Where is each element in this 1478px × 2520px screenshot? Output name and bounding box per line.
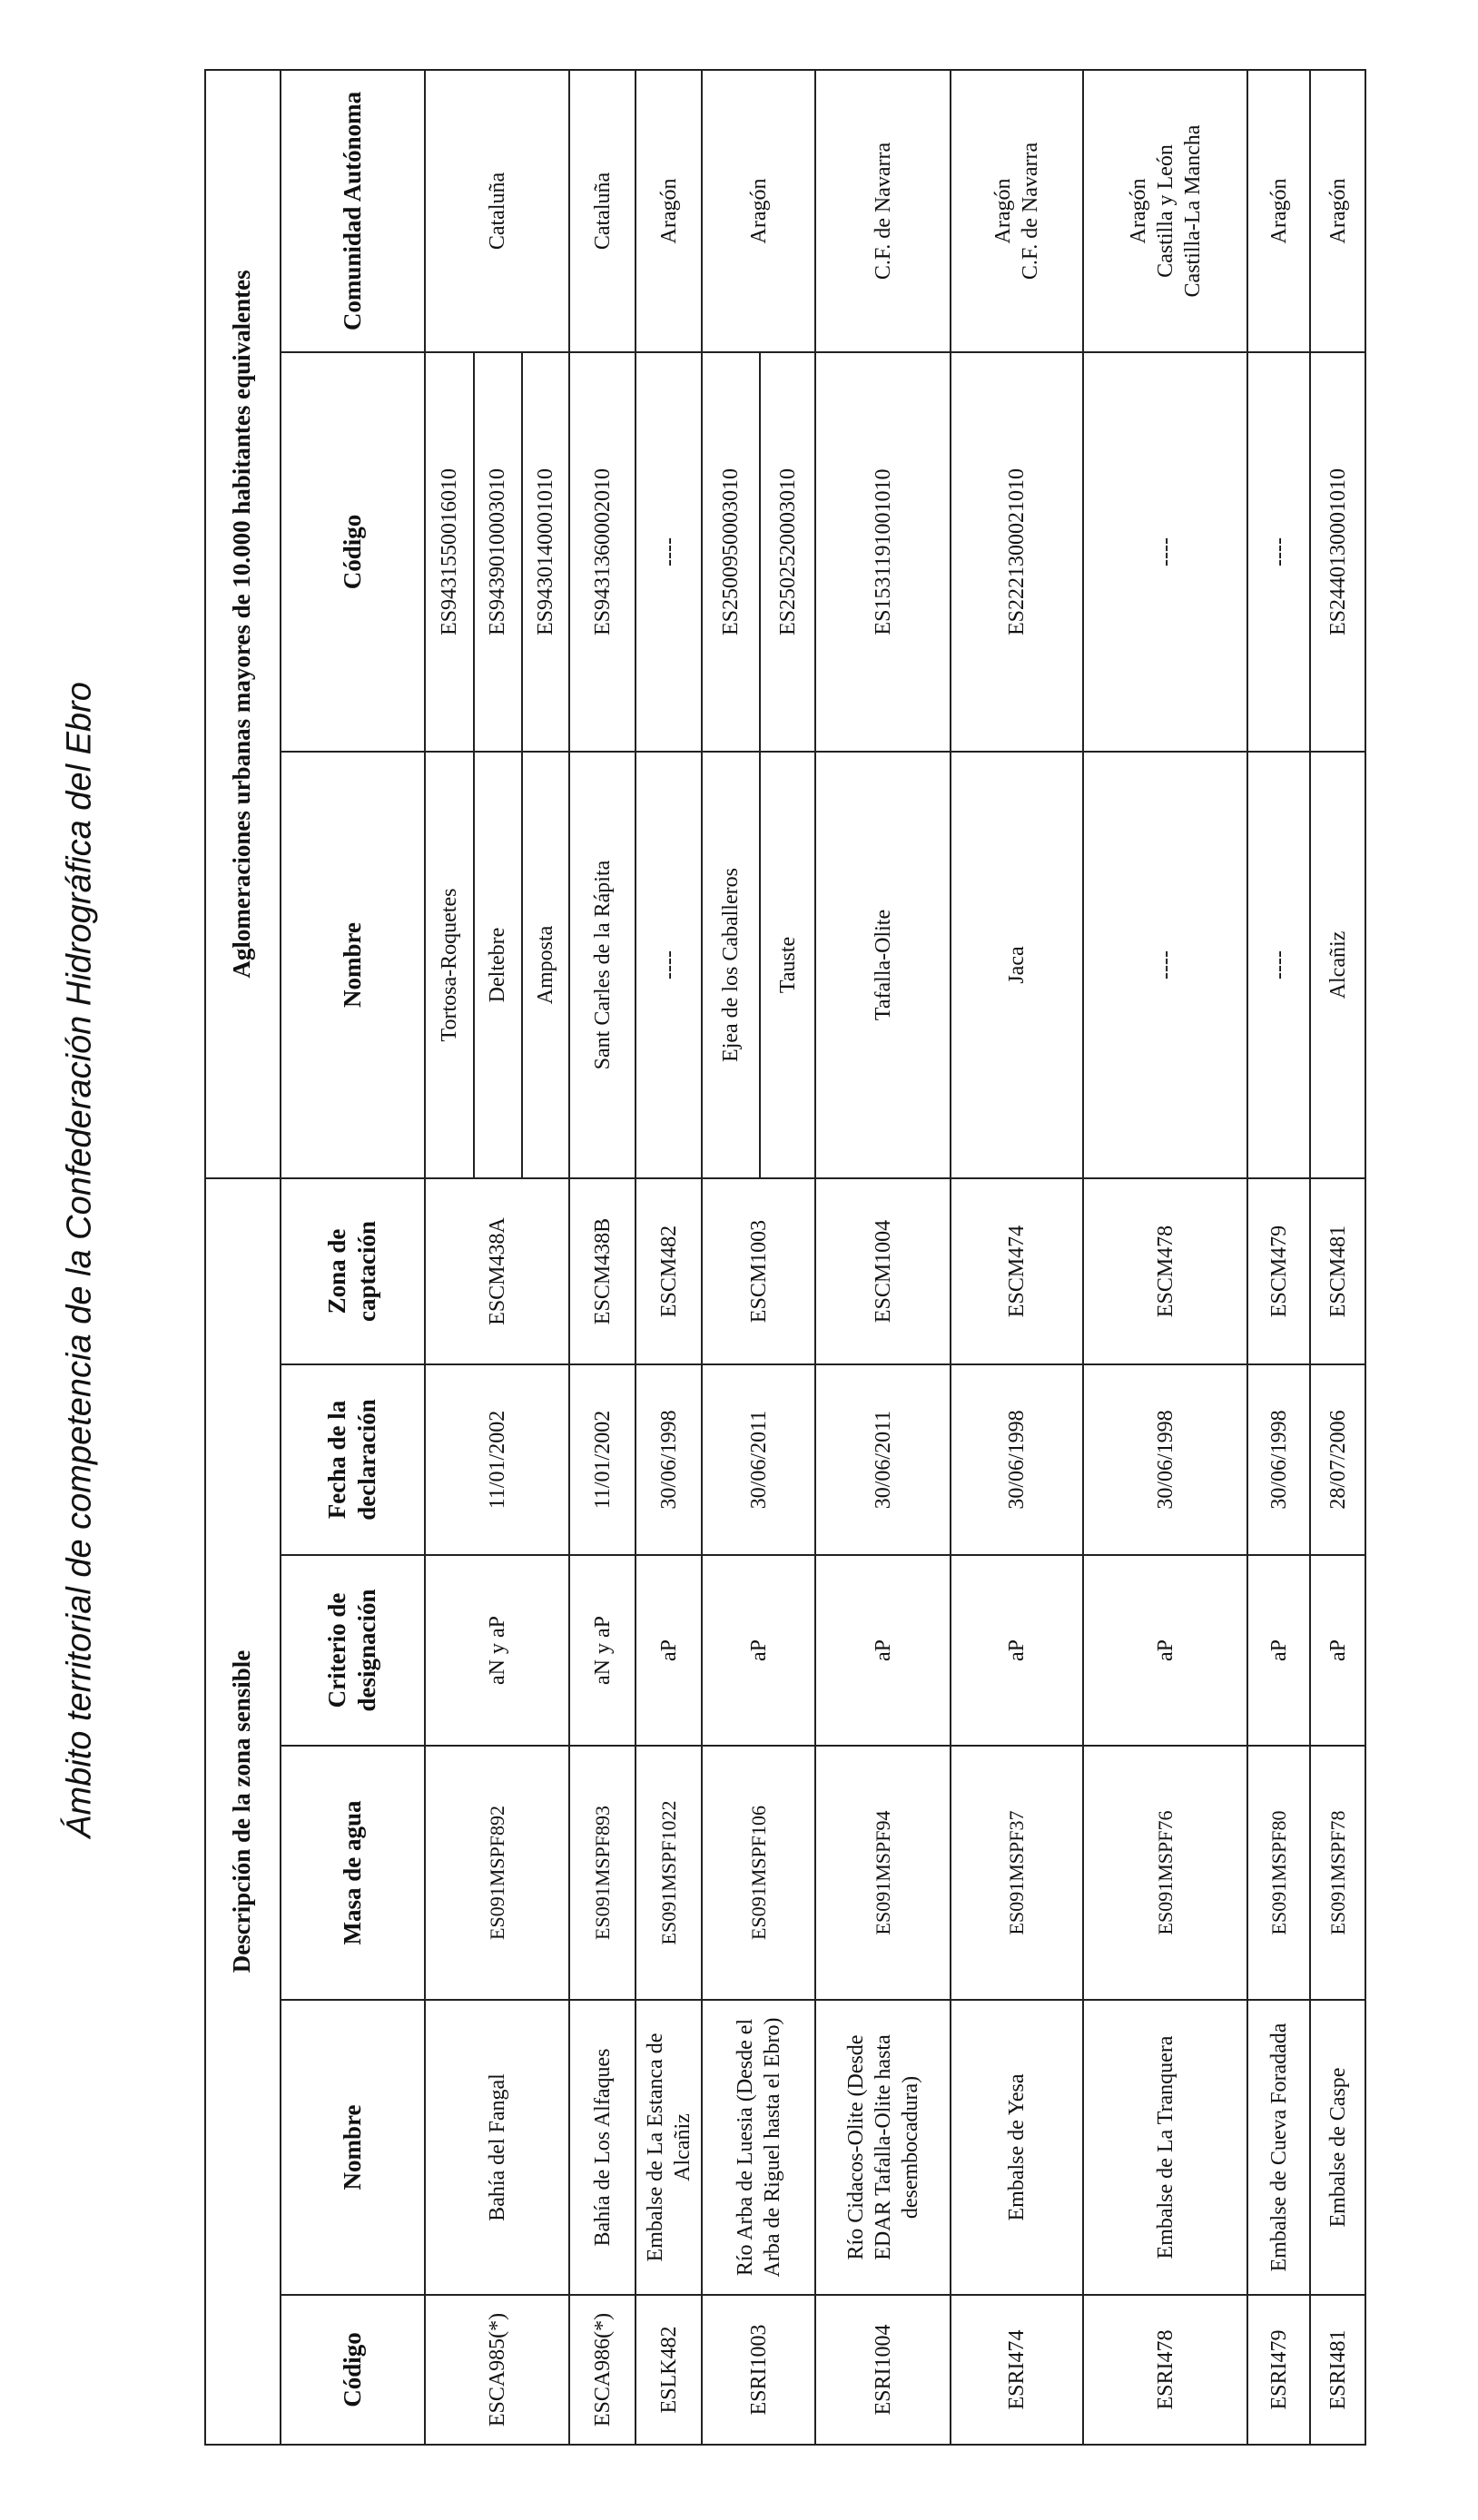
table-body xyxy=(205,70,1365,2445)
table-row xyxy=(425,70,474,2445)
col-header-aglo-nombre: Nombre xyxy=(281,752,426,1178)
cell-captacion: ESCM474 xyxy=(951,1178,1083,1364)
cell-aglo-nombre: Tafalla-Olite xyxy=(815,752,951,1178)
col-header-masa: Masa de agua xyxy=(281,1746,426,2000)
cell-criterio: aP xyxy=(1083,1555,1247,1746)
cell-criterio: aN y aP xyxy=(569,1555,636,1746)
rotated-table-container xyxy=(204,71,1366,2446)
cell-codigo: ESRI1003 xyxy=(702,2295,816,2445)
cell-comunidad: C.F. de Navarra xyxy=(815,70,951,352)
sensitive-zones-table xyxy=(204,69,1366,2446)
cell-aglo-codigo: ES2500950003010 xyxy=(702,352,760,752)
cell-comunidad: Aragón xyxy=(636,70,701,352)
cell-aglo-nombre: ---- xyxy=(1083,752,1247,1178)
table-row xyxy=(569,70,636,2445)
cell-masa: ES091MSPF1022 xyxy=(636,1746,701,2000)
cell-aglo-nombre: Amposta xyxy=(522,752,570,1178)
col-header-fecha: Fecha de la declaración xyxy=(281,1364,426,1555)
cell-masa: ES091MSPF80 xyxy=(1247,1746,1310,2000)
cell-fecha: 30/06/1998 xyxy=(1247,1364,1310,1555)
table-row xyxy=(702,70,760,2445)
cell-codigo: ESRI1004 xyxy=(815,2295,951,2445)
cell-aglo-nombre: Alcañiz xyxy=(1310,752,1365,1178)
cell-comunidad: Cataluña xyxy=(569,70,636,352)
cell-aglo-codigo: ES9431550016010 xyxy=(425,352,474,752)
cell-aglo-codigo: ---- xyxy=(1083,352,1247,752)
cell-fecha: 30/06/1998 xyxy=(1083,1364,1247,1555)
cell-criterio: aP xyxy=(1310,1555,1365,1746)
cell-fecha: 30/06/2011 xyxy=(815,1364,951,1555)
table-row xyxy=(951,70,1083,2445)
col-header-captacion: Zona de captación xyxy=(281,1178,426,1364)
comunidad-line: Aragón xyxy=(991,178,1016,244)
cell-nombre: Embalse de Yesa xyxy=(951,2000,1083,2295)
cell-aglo-codigo: ---- xyxy=(636,352,701,752)
group-header-row xyxy=(205,70,281,2445)
table-row xyxy=(1310,70,1365,2445)
cell-masa: ES091MSPF78 xyxy=(1310,1746,1365,2000)
cell-nombre: Bahía del Fangal xyxy=(425,2000,569,2295)
cell-aglo-codigo: ES1531191001010 xyxy=(815,352,951,752)
page-title: Ámbito territorial de competencia de la Confederación Hidrográfica del Ebro xyxy=(60,682,99,1838)
col-header-nombre: Nombre xyxy=(281,2000,426,2295)
cell-nombre: Embalse de Cueva Foradada xyxy=(1247,2000,1310,2295)
cell-aglo-nombre: Ejea de los Caballeros xyxy=(702,752,760,1178)
cell-comunidad: Aragón xyxy=(1310,70,1365,352)
group-header-zona: Descripción de la zona sensible xyxy=(205,1178,281,2445)
cell-criterio: aP xyxy=(636,1555,701,1746)
cell-comunidad xyxy=(1083,70,1247,352)
cell-aglo-nombre: ---- xyxy=(1247,752,1310,1178)
cell-aglo-codigo: ES2221300021010 xyxy=(951,352,1083,752)
cell-nombre: Río Arba de Luesia (Desde el Arba de Riguel hasta el Ebro) xyxy=(702,2000,816,2295)
cell-masa: ES091MSPF37 xyxy=(951,1746,1083,2000)
cell-aglo-nombre: Sant Carles de la Rápita xyxy=(569,752,636,1178)
cell-aglo-codigo: ---- xyxy=(1247,352,1310,752)
cell-codigo: ESCA985(*) xyxy=(425,2295,569,2445)
cell-nombre: Embalse de Caspe xyxy=(1310,2000,1365,2295)
col-header-aglo-codigo: Código xyxy=(281,352,426,752)
cell-masa: ES091MSPF892 xyxy=(425,1746,569,2000)
cell-comunidad: Cataluña xyxy=(425,70,569,352)
group-header-aglomeraciones: Aglomeraciones urbanas mayores de 10.000 habitantes equivalentes xyxy=(205,70,281,1178)
cell-nombre: Embalse de La Tranquera xyxy=(1083,2000,1247,2295)
cell-comunidad: Aragón xyxy=(1247,70,1310,352)
cell-codigo: ESRI478 xyxy=(1083,2295,1247,2445)
cell-captacion: ESCM479 xyxy=(1247,1178,1310,1364)
cell-aglo-nombre: Tortosa-Roquetes xyxy=(425,752,474,1178)
col-header-comunidad: Comunidad Autónoma xyxy=(281,70,426,352)
cell-criterio: aP xyxy=(702,1555,816,1746)
cell-captacion: ESCM438A xyxy=(425,1178,569,1364)
cell-criterio: aP xyxy=(1247,1555,1310,1746)
cell-codigo: ESRI481 xyxy=(1310,2295,1365,2445)
cell-aglo-codigo: ES9431360002010 xyxy=(569,352,636,752)
cell-fecha: 30/06/2011 xyxy=(702,1364,816,1555)
cell-captacion: ESCM1003 xyxy=(702,1178,816,1364)
cell-nombre: Bahía de Los Alfaques xyxy=(569,2000,636,2295)
cell-aglo-nombre: Jaca xyxy=(951,752,1083,1178)
cell-aglo-codigo: ES9430140001010 xyxy=(522,352,570,752)
cell-aglo-nombre: Deltebre xyxy=(474,752,522,1178)
table-row xyxy=(815,70,951,2445)
cell-fecha: 11/01/2002 xyxy=(425,1364,569,1555)
cell-masa: ES091MSPF94 xyxy=(815,1746,951,2000)
cell-aglo-nombre: ---- xyxy=(636,752,701,1178)
comunidad-line: Castilla y León xyxy=(1153,144,1177,278)
cell-captacion: ESCM482 xyxy=(636,1178,701,1364)
cell-fecha: 11/01/2002 xyxy=(569,1364,636,1555)
cell-aglo-codigo: ES2440130001010 xyxy=(1310,352,1365,752)
cell-captacion: ESCM478 xyxy=(1083,1178,1247,1364)
cell-masa: ES091MSPF106 xyxy=(702,1746,816,2000)
cell-fecha: 28/07/2006 xyxy=(1310,1364,1365,1555)
cell-nombre: Río Cidacos-Olite (Desde EDAR Tafalla-Olite hasta desembocadura) xyxy=(815,2000,951,2295)
comunidad-line: C.F. de Navarra xyxy=(1019,142,1043,281)
comunidad-line: Castilla-La Mancha xyxy=(1180,124,1205,298)
cell-criterio: aP xyxy=(815,1555,951,1746)
table-row xyxy=(636,70,701,2445)
cell-masa: ES091MSPF893 xyxy=(569,1746,636,2000)
cell-aglo-codigo: ES9439010003010 xyxy=(474,352,522,752)
cell-comunidad xyxy=(951,70,1083,352)
cell-codigo: ESCA986(*) xyxy=(569,2295,636,2445)
cell-captacion: ESCM438B xyxy=(569,1178,636,1364)
cell-criterio: aN y aP xyxy=(425,1555,569,1746)
cell-codigo: ESLK482 xyxy=(636,2295,701,2445)
table-row xyxy=(1247,70,1310,2445)
cell-fecha: 30/06/1998 xyxy=(951,1364,1083,1555)
cell-captacion: ESCM1004 xyxy=(815,1178,951,1364)
col-header-codigo: Código xyxy=(281,2295,426,2445)
cell-codigo: ESRI479 xyxy=(1247,2295,1310,2445)
cell-captacion: ESCM481 xyxy=(1310,1178,1365,1364)
cell-aglo-codigo: ES2502520003010 xyxy=(760,352,816,752)
cell-nombre: Embalse de La Estanca de Alcañiz xyxy=(636,2000,701,2295)
comunidad-line: Aragón xyxy=(1126,178,1150,244)
cell-criterio: aP xyxy=(951,1555,1083,1746)
cell-masa: ES091MSPF76 xyxy=(1083,1746,1247,2000)
cell-comunidad: Aragón xyxy=(702,70,816,352)
table-row xyxy=(1083,70,1247,2445)
column-header-row xyxy=(281,70,426,2445)
cell-aglo-nombre: Tauste xyxy=(760,752,816,1178)
cell-fecha: 30/06/1998 xyxy=(636,1364,701,1555)
cell-codigo: ESRI474 xyxy=(951,2295,1083,2445)
col-header-criterio: Criterio de designación xyxy=(281,1555,426,1746)
